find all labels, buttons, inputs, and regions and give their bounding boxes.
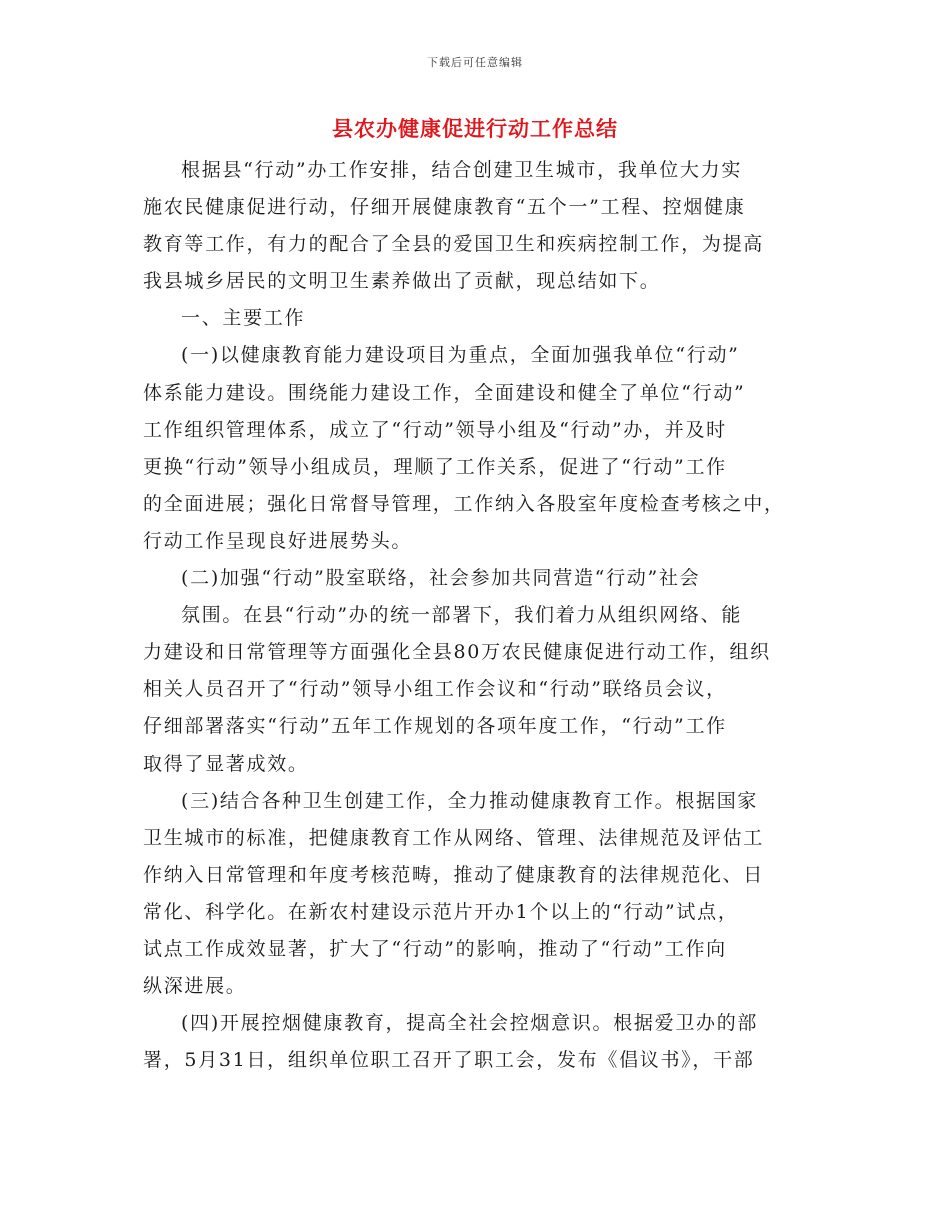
body-line: 施农民健康促进行动，仔细开展健康教育“五个一”工程、控烟健康 xyxy=(143,196,746,219)
body-line: 仔细部署落实“行动”五年工作规划的各项年度工作，“行动”工作 xyxy=(143,715,727,738)
body-line: 根据县“行动”办工作安排，结合创建卫生城市，我单位大力实 xyxy=(181,159,743,181)
body-line: (三)结合各种卫生创建工作，全力推动健康教育工作。根据国家 xyxy=(181,789,759,812)
body-line: 相关人员召开了“行动”领导小组工作会议和“行动”联络员会议， xyxy=(143,678,727,701)
body-line: 纵深进展。 xyxy=(143,975,247,998)
body-line: (二)加强“行动”股室联络，社会参加共同营造“行动”社会 xyxy=(181,567,701,590)
body-line: 氛围。在县“行动”办的统一部署下，我们着力从组织网络、能 xyxy=(181,604,743,627)
document-body xyxy=(143,152,807,1079)
body-line: 署，5月31日，组织单位职工召开了职工会，发布《倡议书》，干部 xyxy=(143,1049,755,1072)
body-line: 一、主要工作 xyxy=(181,307,306,330)
body-line: 力建设和日常管理等方面强化全县80万农民健康促进行动工作，组织 xyxy=(143,641,771,664)
body-line: (四)开展控烟健康教育，提高全社会控烟意识。根据爱卫办的部 xyxy=(181,1012,759,1035)
body-line: 体系能力建设。围绕能力建设工作，全面建设和健全了单位“行动” xyxy=(143,381,746,404)
body-line: 更换“行动”领导小组成员，理顺了工作关系，促进了“行动”工作 xyxy=(143,455,727,478)
body-line: 作纳入日常管理和年度考核范畴，推动了健康教育的法律规范化、日 xyxy=(143,863,765,886)
document-title: 县农办健康促进行动工作总结 xyxy=(332,116,618,141)
header-note: 下载后可任意编辑 xyxy=(427,56,523,69)
body-line: 工作组织管理体系，成立了“行动”领导小组及“行动”办，并及时 xyxy=(143,418,727,441)
body-line: 的全面进展；强化日常督导管理，工作纳入各股室年度检查考核之中， xyxy=(143,492,785,515)
body-line: (一)以健康教育能力建设项目为重点，全面加强我单位“行动” xyxy=(181,344,740,367)
body-line: 教育等工作，有力的配合了全县的爱国卫生和疾病控制工作，为提高 xyxy=(143,233,765,256)
body-line: 取得了显著成效。 xyxy=(143,752,309,775)
body-line: 行动工作呈现良好进展势头。 xyxy=(143,529,413,552)
body-line: 我县城乡居民的文明卫生素养做出了贡献，现总结如下。 xyxy=(143,270,661,293)
body-line: 卫生城市的标准，把健康教育工作从网络、管理、法律规范及评估工 xyxy=(143,826,765,849)
body-line: 试点工作成效显著，扩大了“行动”的影响，推动了“行动”工作向 xyxy=(143,937,727,960)
body-line: 常化、科学化。在新农村建设示范片开办1个以上的“行动”试点， xyxy=(143,900,739,923)
